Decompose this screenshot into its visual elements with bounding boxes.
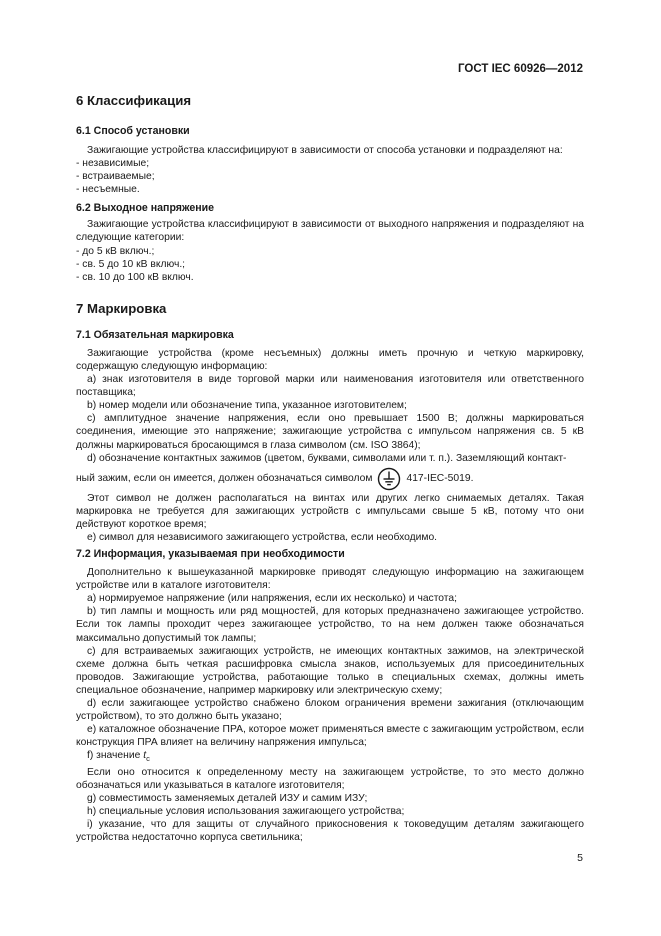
item-e: e) символ для независимого зажигающего устройства, если необходимо. — [87, 531, 438, 543]
item-b: b) номер модели или обозначение типа, указанное изготовителем; — [87, 400, 407, 412]
section-7-2-title: 7.2 Информация, указываемая при необходимости — [76, 548, 345, 561]
item-f2-prefix: f) значение — [87, 750, 144, 762]
item-d2: d) если зажигающее устройство снабжено блоком ограничения времени зажигания (отключающим устройством), то это должно быть указано; — [76, 698, 584, 723]
item-d: d) обозначение контактных зажимов (цветом, буквами, символами или т. п.). Заземляющий контакт- — [87, 452, 567, 464]
section-6-2-text: Зажигающие устройства классифицируют в зависимости от выходного напряжения и подразделяют на следующие категории: — [76, 219, 584, 244]
section-6-title: 6 Классификация — [76, 93, 192, 108]
list-item: - до 5 кВ включ.; — [76, 245, 155, 257]
item-f2-note: Если оно относится к определенному месту на зажигающем устройстве, то это место должно обозначаться или указываться в каталоге изготовителя; — [76, 766, 584, 791]
section-6-1-text: Зажигающие устройства классифицируют в зависимости от способа установки и подразделяют на: — [87, 145, 563, 156]
item-i2: i) указание, что для защиты от случайного прикосновения к токоведущим деталям зажигающего устройства недостаточно корпуса светильника; — [76, 818, 584, 843]
item-h2: h) специальные условия использования зажигающего устройства; — [87, 805, 405, 817]
list-item: - св. 5 до 10 кВ включ.; — [76, 258, 186, 270]
list-item: - встраиваемые; — [76, 171, 155, 183]
item-a2: a) нормируемое напряжение (или напряжения, если их несколько) и частота; — [87, 593, 457, 605]
page-number: 5 — [577, 852, 583, 864]
section-7-1-intro: Зажигающие устройства (кроме несъемных) должны иметь прочную и четкую маркировку, содержащую следующую информацию: — [76, 347, 584, 372]
item-c2: c) для встраиваемых зажигающих устройств, не имеющих контактных зажимов, на электрической схеме должна быть четкая расшифровка смысла знаков, используемых для присоединительных проводов. Зажигающие устройства, работающие только в специальных схемах, должны иметь специальное обозначение, например маркировку или электрическую схему; — [76, 645, 584, 696]
protective-earth-icon — [376, 467, 402, 491]
item-f2 — [76, 749, 584, 765]
document-body — [76, 93, 584, 844]
section-7-title: 7 Маркировка — [76, 300, 167, 316]
iec-symbol-reference: 417-IEC-5019. — [406, 473, 474, 485]
symbol-note: Этот символ не должен располагаться на винтах или других легко снимаемых деталях. Такая маркировка не требуется для зажигающих устройств с импульсами свыше 5 кВ, потому что они действуют короткое время; — [76, 492, 584, 530]
tc-subscript: c — [146, 754, 150, 764]
item-c: c) амплитудное значение напряжения, если оно превышает 1500 В; должны маркироваться соединения, имеющие это напряжение; зажигающие устройства с импульсом напряжения св. 5 кВ должны маркироваться бросающимся в глаза символом (см. ISO 3864); — [76, 413, 585, 451]
ground-symbol-line — [76, 467, 584, 491]
section-7-2-intro: Дополнительно к вышеуказанной маркировке приводят следующую информацию на зажигающем устройстве или в каталоге изготовителя: — [76, 567, 584, 592]
item-a: a) знак изготовителя в виде торговой марки или наименования изготовителя или ответственного поставщика; — [76, 374, 584, 399]
section-7-1-title: 7.1 Обязательная маркировка — [76, 328, 234, 341]
standard-designation: ГОСТ IEC 60926—2012 — [458, 63, 583, 75]
item-e2: e) каталожное обозначение ПРА, которое может применяться вместе с зажигающим устройством, если конструкция ПРА влияет на величину напряжения импульса; — [76, 724, 584, 749]
item-g2: g) совместимость заменяемых деталей ИЗУ и самим ИЗУ; — [87, 792, 368, 804]
list-item: - несъемные. — [76, 184, 140, 196]
list-item: - независимые; — [76, 158, 150, 170]
list-item: - св. 10 до 100 кВ включ. — [76, 271, 194, 283]
section-6-2-title: 6.2 Выходное напряжение — [76, 202, 215, 215]
item-d-continuation: ный зажим, если он имеется, должен обозначаться символом — [76, 473, 373, 485]
tc-variable: t — [143, 750, 147, 762]
section-6-1-title: 6.1 Способ установки — [76, 125, 190, 137]
item-b2: b) тип лампы и мощность или ряд мощностей, для которых предназначено зажигающее устройство. Если ток лампы проходит через зажигающее устройство, то на нем должен также обозначаться максимально допустимый ток лампы; — [76, 606, 584, 644]
